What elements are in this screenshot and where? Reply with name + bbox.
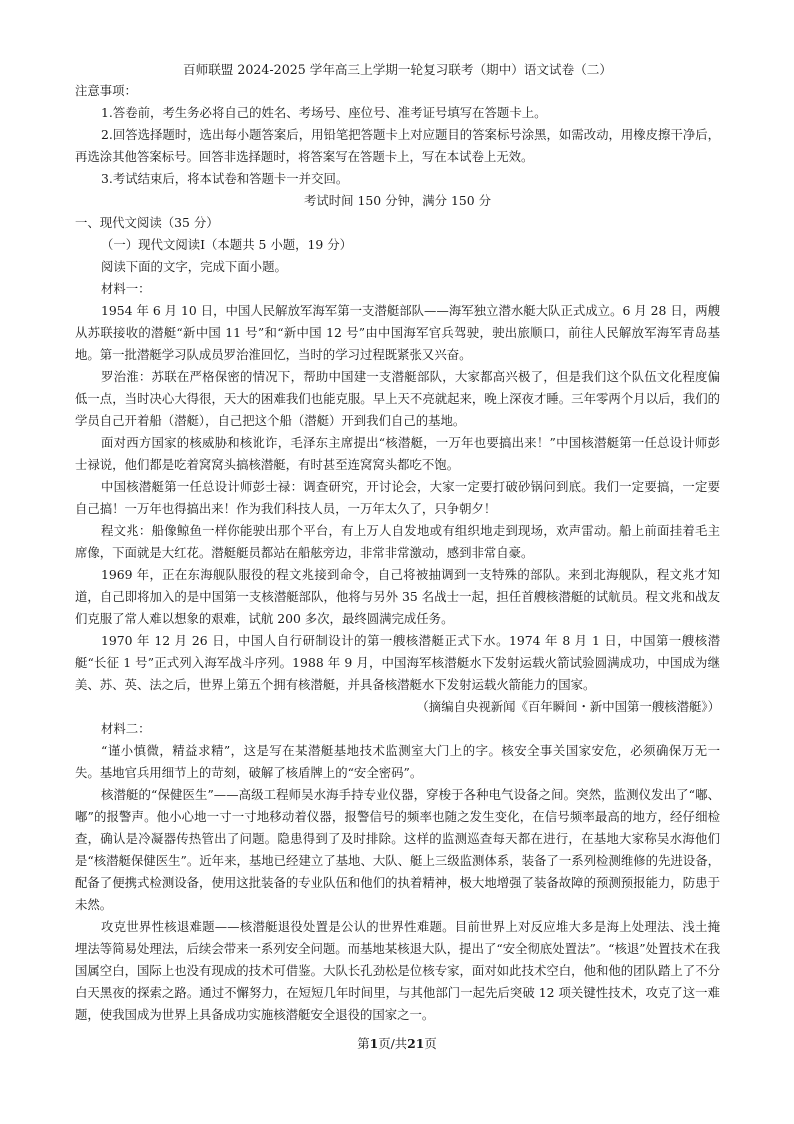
material1-label: 材料一：	[101, 281, 151, 296]
footer-suffix: 页	[424, 1036, 437, 1051]
footer-middle: 页/共	[378, 1036, 408, 1051]
notice-item: 3.考试结束后，将本试卷和答题卡一并交回。	[101, 171, 349, 186]
material2-paragraph: 攻克世界性核退难题——核潜艇退役处置是公认的世界性难题。目前世界上对反应堆大多是海上处理法、浅土掩埋法等简易处理法，后续会带来一系列安全问题。而基地某核退大队，提出了“安全彻底处置法”。“核退”处置技术在我国属空白，国际上也没有现成的技术可借鉴。大队长孔劲松是位核专家，面对如此技术空白，他和他的团队踏上了不分白天黑夜的探索之路。通过不懈努力，在短短几年时间里，与其他部门一起先后突破 12 项关键性技术，攻克了这一难题，使我国成为世界上具备成功实施核潜艇安全退役的国家之一。	[75, 919, 720, 1022]
notice-item: 1.答卷前，考生务必将自己的姓名、考场号、座位号、准考证号填写在答题卡上。	[101, 105, 547, 120]
material1-paragraph: 程文兆：船像鲸鱼一样你能驶出那个平台，有上万人自发地或有组织地走到现场，欢声雷动。船上前面挂着毛主席像，下面就是大红花。潜艇艇员都站在船舷旁边，非常非常激动，感到非常自豪。	[75, 523, 720, 560]
material1-paragraph: 面对西方国家的核威胁和核讹诈，毛泽东主席提出“核潜艇，一万年也要搞出来！”中国核潜艇第一任总设计师彭士禄说，他们都是吃着窝窝头搞核潜艇，有时甚至连窝窝头都吃不饱。	[75, 435, 720, 472]
material2-paragraph: “谨小慎微，精益求精”，这是写在某潜艇基地技术监测室大门上的字。核安全事关国家安危，必须确保万无一失。基地官兵用细节上的苛刻，破解了核盾牌上的“安全密码”。	[75, 743, 720, 780]
notice-item: 2.回答选择题时，选出每小题答案后，用铅笔把答题卡上对应题目的答案标号涂黑，如需改动，用橡皮擦干净后，再选涂其他答案标号。回答非选择题时，将答案写在答题卡上，写在本试卷上无效。	[75, 127, 720, 164]
material2-paragraph: 核潜艇的“保健医生”——高级工程师吴水海手持专业仪器，穿梭于各种电气设备之间。突然，监测仪发出了“嘟、嘟”的报警声。他小心地一寸一寸地移动着仪器，报警信号的频率也随之发生变化，在信号频率最高的地方，经仔细检查，确认是冷凝器传热管出了问题。隐患得到了及时排除。这样的监测巡查每天都在进行，在基地大家称吴水海他们是“核潜艇保健医生”。近年来，基地已经建立了基地、大队、艇上三级监测体系，装备了一系列检测维修的先进设备，配备了便携式检测设备，使用这批装备的专业队伍和他们的执着精神，极大地增强了装备故障的预测预报能力，防患于未然。	[75, 787, 720, 912]
section-instruction: 阅读下面的文字，完成下面小题。	[101, 259, 287, 274]
material1-paragraph: 1970 年 12 月 26 日，中国人自行研制设计的第一艘核潜艇正式下水。1974 年 8 月 1 日，中国第一艘核潜艇“长征 1 号”正式列入海军战斗序列。1988 年 9 月，中国海军核潜艇水下发射运载火箭试验圆满成功，中国成为继美、苏、英、法之后，世界上第五个拥有核潜艇，并具备核潜艇水下发射运载火箭能力的国家。	[75, 633, 720, 692]
page-footer	[0, 1034, 794, 1054]
material1-paragraph: 1969 年，正在东海舰队服役的程文兆接到命令，自己将被抽调到一支特殊的部队。来到北海舰队，程文兆才知道，自己即将加入的是中国第一支核潜艇部队，他将与另外 35 名战士一起，担任首艘核潜艇的试航员。程文兆和战友们克服了常人难以想象的艰难，试航 200 多次，最终圆满完成任务。	[75, 567, 720, 626]
material2-label: 材料二：	[101, 721, 151, 736]
footer-total-pages: 21	[407, 1036, 425, 1051]
material1-source: （摘编自央视新闻《百年瞬间・新中国第一艘核潜艇》）	[416, 699, 720, 714]
material1-paragraph: 中国核潜艇第一任总设计师彭士禄：调查研究，开讨论会，大家一定要打破砂锅问到底。我们一定要搞，一定要自己搞！一万年也得搞出来！作为我们科技人员，一万年太久了，只争朝夕！	[75, 479, 720, 516]
section-sub-heading: （一）现代文阅读Ⅰ（本题共 5 小题，19 分）	[101, 237, 353, 252]
exam-title: 百师联盟 2024-2025 学年高三上学期一轮复习联考（期中）语文试卷（二）	[183, 62, 612, 77]
material1-paragraph: 1954 年 6 月 10 日，中国人民解放军海军第一支潜艇部队——海军独立潜水艇大队正式成立。6 月 28 日，两艘从苏联接收的潜艇“新中国 11 号”和“新中国 12 号”由中国海军官兵驾驶，驶出旅顺口，前往人民解放军海军青岛基地。第一批潜艇学习队成员罗治淮回忆，当时的学习过程既紧张又兴奋。	[75, 303, 720, 362]
footer-prefix: 第	[357, 1036, 370, 1051]
section-heading: 一、现代文阅读（35 分）	[75, 215, 219, 230]
page-content	[75, 60, 720, 1026]
footer-page-number: 1	[369, 1036, 379, 1051]
exam-info: 考试时间 150 分钟，满分 150 分	[304, 193, 491, 208]
material1-paragraph: 罗治淮：苏联在严格保密的情况下，帮助中国建一支潜艇部队，大家都高兴极了，但是我们这个队伍文化程度偏低一点，当时决心大得很，天大的困难我们也能克服。早上天不亮就起来，晚上深夜才睡。三年零两个月以后，我们的学员自己开着船（潜艇），自己把这个船（潜艇）开到我们自己的基地。	[75, 369, 720, 428]
notice-heading: 注意事项：	[75, 83, 137, 98]
